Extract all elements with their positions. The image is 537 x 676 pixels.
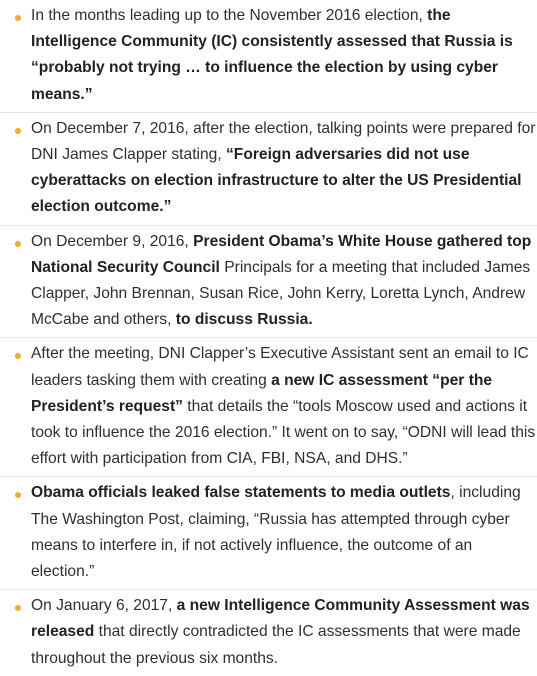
body-text: Principals for a meeting that included James Clapper, John Brennan, Susan Rice, John Kerry, Loretta Lynch, Andrew McCabe and others,	[31, 258, 531, 329]
bullet-dot-icon	[15, 15, 21, 21]
timeline-item	[0, 226, 537, 339]
emphasis-text: to discuss Russia.	[175, 311, 313, 329]
timeline-item	[0, 0, 537, 113]
body-text: On January 6, 2017,	[31, 597, 177, 615]
body-text: , including The Washington Post, claiming, “Russia has attempted through cyber means to interfere in, if not actively influence, the outcome of an election.”	[31, 484, 521, 581]
emphasis-text: the Intelligence Community (IC) consistently assessed that Russia is “probably not trying … to influence the election by using cyber means.”	[31, 7, 513, 103]
emphasis-text: Obama officials leaked false statements to media outlets	[31, 484, 451, 502]
bullet-dot-icon	[15, 353, 21, 359]
body-text: In the months leading up to the November 2016 election,	[31, 7, 428, 24]
body-text: On December 7, 2016, after the election, talking points were prepared for DNI James Clapper stating,	[31, 119, 536, 164]
bullet-dot-icon	[15, 492, 21, 498]
body-text: that details the “tools Moscow used and actions it took to influence the 2016 election.” It went on to say, “ODNI will lead this effort with participation from CIA, FBI, NSA, and DHS.”	[31, 397, 536, 468]
emphasis-text: a new IC assessment “per the President’s request”	[31, 371, 493, 415]
timeline-item	[0, 590, 537, 676]
body-text: On December 9, 2016,	[31, 232, 194, 250]
bullet-dot-icon	[15, 241, 21, 247]
timeline-item	[0, 338, 537, 477]
emphasis-text: President Obama’s White House gathered top National Security Council	[31, 232, 532, 276]
emphasis-text: “Foreign adversaries did not use cyberattacks on election infrastructure to alter the US Presidential election outcome.”	[31, 146, 522, 216]
bullet-dot-icon	[15, 605, 21, 611]
timeline-item	[0, 477, 537, 590]
emphasis-text: a new Intelligence Community Assessment was released	[31, 597, 530, 641]
bullet-dot-icon	[15, 128, 21, 134]
body-text: After the meeting, DNI Clapper’s Executive Assistant sent an email to IC leaders tasking them with creating	[31, 345, 529, 389]
timeline-item	[0, 113, 537, 226]
body-text: that directly contradicted the IC assessments that were made throughout the previous six months.	[31, 623, 521, 667]
